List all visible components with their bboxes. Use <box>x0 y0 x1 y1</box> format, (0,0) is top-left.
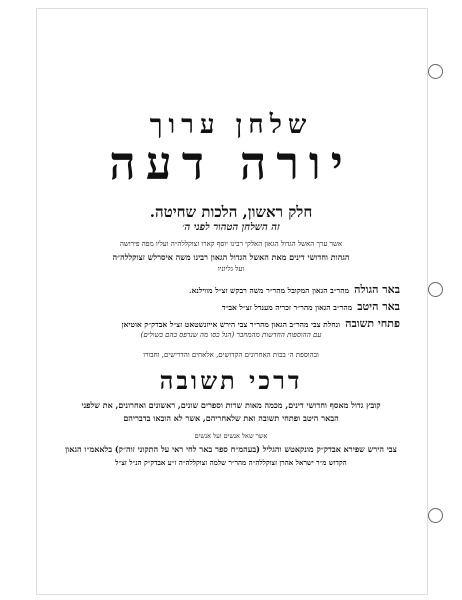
additions-note: עם ההוספות החדשות מהמחבר (הנל כסו מה שנדפס בהם בשולים) <box>140 331 322 339</box>
binder-hole-middle <box>428 282 443 297</box>
binder-hole-top <box>428 64 443 79</box>
commentary-line <box>122 312 400 331</box>
subtitle: זה השלחן הטהור לפני ה׳ <box>182 222 280 233</box>
binder-hole-bottom <box>428 508 443 523</box>
commentary-head: באר הגולה <box>354 283 400 296</box>
commentary-head: באר היטב <box>357 300 400 313</box>
darkei-line: הבאר היטב ופתחי תשובה ואת שלאחריהם, אשר לא הובאו בדבריהם <box>123 413 339 423</box>
darkei-line: הקדוש מ״ר ישראל אהרן זצוקללה״ה מהר״ר שלמה זצוקללה״ה ז״ע אבדק״ק הנ״ל זצ״ל <box>115 458 347 467</box>
title-small: שלחן ערוך <box>149 110 313 140</box>
author-line: אשר ערך האשל הגדול הגאון האלקי רבינו יוסף קארו זצוקללה״ה ועליו מפה פירושה <box>119 240 343 248</box>
glosses-line: הגהות וחדושי דינים מאת האשל הגדול הגאון רבינו משה איסרלש זצוקללה״ה <box>112 252 350 262</box>
darkei-line: אשר שאל אנשים ועל אנשים <box>194 432 268 440</box>
darkei-teshuva-heading: דרכי תשובה <box>159 366 303 395</box>
darkei-author-line: צבי הירש שפירא אבדק״ק מונקאטש והגליל (בעהמ״ח ספר באר לחי ראי על התקוני זוה״ק) בלאאמ״ו הגאון <box>65 444 397 454</box>
appendix-line: ובהוספת ה׳ בכות האחרונים הקדושים, אלאחים והדרישים, וחבורו <box>143 351 319 359</box>
darkei-line: קובץ גדול מאסף וחדושי דינים, מכמה מאות שרות וספרים שונים, ראשונים ואחרונים, את שלפני <box>81 400 381 410</box>
title-large: יורה דעה <box>109 136 353 190</box>
commentary-head: פתחי תשובה <box>345 317 400 330</box>
part-heading: חלק ראשון, הלכות שחיטה. <box>149 203 313 221</box>
commentary-text: מהר״ב הגאון המקובל מהר״ר משה רבקש זצ״ל מווילנא. <box>188 286 350 295</box>
around-line: ועל גליוניו <box>217 265 245 273</box>
commentary-text: ונחלת צבי מהר״ב הגאון מהר״ר צבי הירש אייזנשטאט זצ״ל אבדק״ק אוטיאן <box>121 320 341 329</box>
commentary-text: מהר״ב הגאון מהר״ר זכריה מענדל זצ״ל אב״ד <box>221 303 353 312</box>
